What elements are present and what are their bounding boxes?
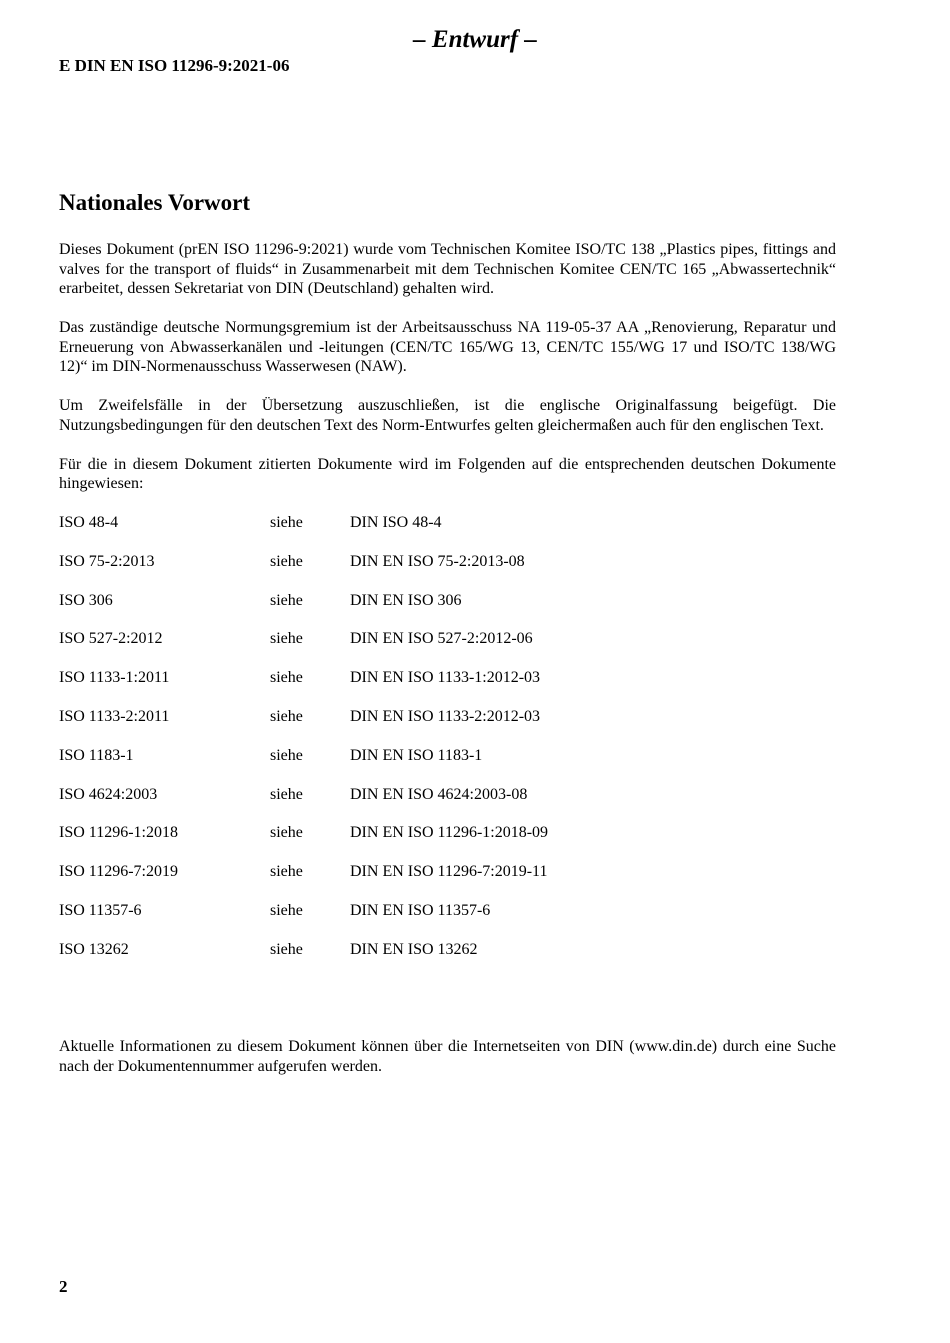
- see-label: siehe: [270, 514, 303, 531]
- reference-row: [59, 862, 836, 901]
- see-label: siehe: [270, 707, 303, 725]
- iso-reference: ISO 527-2:2012: [59, 630, 163, 648]
- see-label: siehe: [270, 669, 303, 687]
- din-reference: DIN ISO 48-4: [350, 514, 442, 531]
- closing-paragraph: Aktuelle Informationen zu diesem Dokument können über die Internetseiten von DIN (www.din.de) durch eine Suche nach der Dokumentennummer aufgerufen werden.: [59, 1038, 836, 1075]
- paragraph: Für die in diesem Dokument zitierten Dokumente wird im Folgenden auf die entsprechenden deutschen Dokumente hingewiesen:: [59, 455, 836, 492]
- see-label: siehe: [270, 940, 303, 958]
- page-number: 2: [59, 1277, 68, 1296]
- iso-reference: ISO 11357-6: [59, 901, 142, 919]
- iso-reference: ISO 48-4: [59, 514, 119, 531]
- reference-row: [59, 707, 836, 746]
- see-label: siehe: [270, 746, 303, 764]
- see-label: siehe: [270, 863, 303, 881]
- din-reference: DIN EN ISO 11296-1:2018-09: [350, 824, 549, 842]
- reference-row: [59, 940, 836, 979]
- iso-reference: ISO 1133-2:2011: [59, 707, 170, 725]
- see-label: siehe: [270, 785, 303, 803]
- din-reference: DIN EN ISO 75-2:2013-08: [350, 552, 525, 570]
- reference-row: [59, 513, 836, 552]
- reference-row: [59, 629, 836, 668]
- paragraph: Dieses Dokument (prEN ISO 11296-9:2021) wurde vom Technischen Komitee ISO/TC 138 „Plastics pipes, fittings and valves for the transport of fluids“ in Zusammenarbeit mit dem Technischen Komitee CEN/TC 165 „Abwassertechnik“ erarbeitet, dessen Sekretariat von DIN (Deutschland) gehalten wird.: [59, 241, 836, 297]
- din-reference: DIN EN ISO 1133-1:2012-03: [350, 669, 541, 687]
- see-label: siehe: [270, 591, 303, 609]
- din-reference: DIN EN ISO 1133-2:2012-03: [350, 707, 541, 725]
- paragraph: Das zuständige deutsche Normungsgremium ist der Arbeitsausschuss NA 119-05-37 AA „Renovierung, Reparatur und Erneuerung von Abwasserkanälen und -leitungen (CEN/TC 165/WG 13, CEN/TC 155/WG 17 und ISO/TC 138/WG 12)“ im DIN-Normenausschuss Wasserwesen (NAW).: [59, 319, 836, 375]
- iso-reference: ISO 306: [59, 591, 113, 609]
- see-label: siehe: [270, 901, 303, 919]
- iso-reference: ISO 1183-1: [59, 746, 134, 764]
- see-label: siehe: [270, 630, 303, 648]
- foreword-body: [59, 240, 836, 979]
- reference-list: [59, 513, 836, 979]
- iso-reference: ISO 11296-1:2018: [59, 824, 178, 842]
- iso-reference: ISO 11296-7:2019: [59, 863, 178, 881]
- din-reference: DIN EN ISO 306: [350, 591, 462, 609]
- iso-reference: ISO 1133-1:2011: [59, 669, 170, 687]
- see-label: siehe: [270, 552, 303, 570]
- document-id: E DIN EN ISO 11296-9:2021-06: [59, 56, 290, 75]
- iso-reference: ISO 75-2:2013: [59, 552, 155, 570]
- iso-reference: ISO 13262: [59, 940, 129, 958]
- iso-reference: ISO 4624:2003: [59, 785, 158, 803]
- reference-row: [59, 901, 836, 940]
- din-reference: DIN EN ISO 11357-6: [350, 901, 491, 919]
- draft-banner: – Entwurf –: [413, 26, 537, 53]
- see-label: siehe: [270, 824, 303, 842]
- reference-row: [59, 552, 836, 591]
- reference-row: [59, 823, 836, 862]
- reference-row: [59, 668, 836, 707]
- section-heading: Nationales Vorwort: [59, 190, 251, 215]
- din-reference: DIN EN ISO 527-2:2012-06: [350, 630, 533, 648]
- reference-row: [59, 785, 836, 824]
- reference-row: [59, 746, 836, 785]
- din-reference: DIN EN ISO 1183-1: [350, 746, 483, 764]
- paragraph: Um Zweifelsfälle in der Übersetzung auszuschließen, ist die englische Originalfassung beigefügt. Die Nutzungsbedingungen für den deutschen Text des Norm-Entwurfes gelten gleichermaßen auch für den englischen Text.: [59, 397, 836, 434]
- din-reference: DIN EN ISO 13262: [350, 940, 478, 958]
- din-reference: DIN EN ISO 11296-7:2019-11: [350, 863, 548, 881]
- din-reference: DIN EN ISO 4624:2003-08: [350, 785, 528, 803]
- reference-row: [59, 591, 836, 630]
